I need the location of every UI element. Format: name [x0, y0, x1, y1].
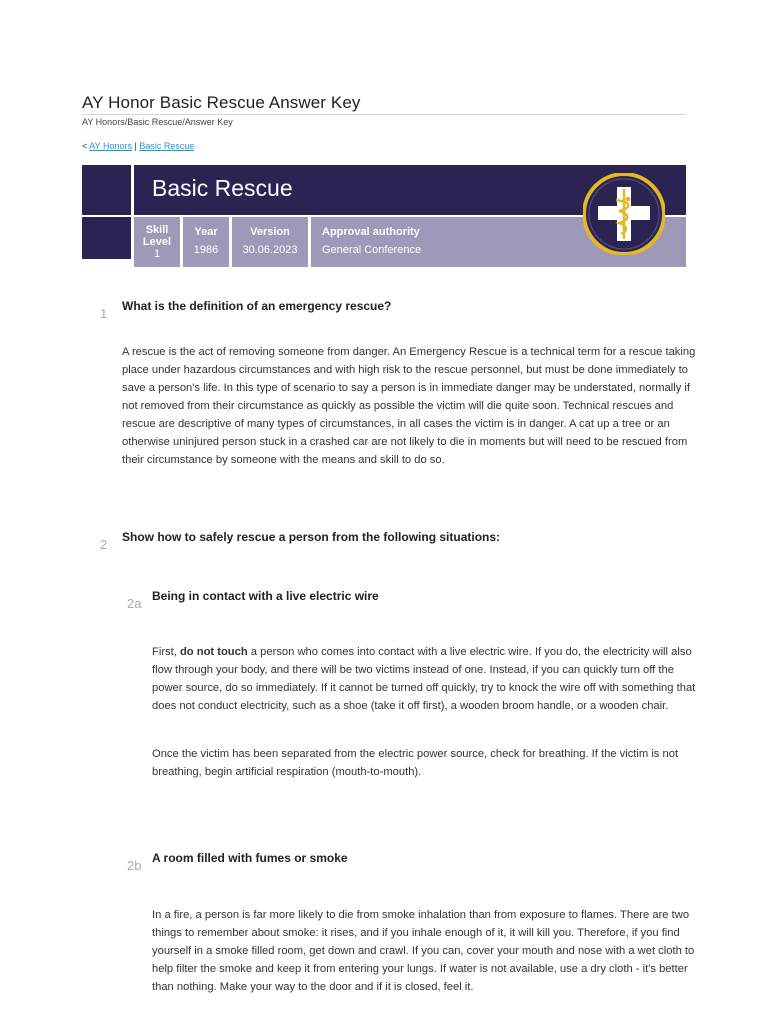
page-path: AY Honors/Basic Rescue/Answer Key [82, 117, 233, 127]
question-heading: Show how to safely rescue a person from the following situations: [122, 530, 501, 544]
breadcrumb [82, 141, 194, 151]
subquestion-number: 2b [127, 858, 142, 873]
subquestion-number: 2a [127, 596, 142, 611]
version-cell [232, 217, 308, 267]
approval-authority-value: General Conference [322, 244, 422, 256]
answer-paragraph [152, 643, 698, 715]
subquestion-heading: A room filled with fumes or smoke [152, 851, 348, 865]
question-number: 2 [100, 537, 108, 552]
approval-authority-label: Approval authority [322, 226, 420, 238]
year-cell [183, 217, 229, 267]
honor-title: Basic Rescue [152, 175, 293, 201]
answer-emphasis: do not touch [179, 646, 248, 658]
answer-text: a person who comes into contact with a live electric wire. If you do, the electricity will also flow through your body, and there will be two victims instead of one. Instead, if you can quickly turn off the power source, do so immediately. If it cannot be turned off quickly, try to knock the wire off with something that does not conduct electricity, such as a shoe (take it off first), a wooden broom handle, or a wooden chair. [152, 646, 696, 712]
version-label: Version [250, 226, 290, 238]
basic-rescue-patch-icon [583, 173, 665, 255]
subquestion-heading: Being in contact with a live electric wire [152, 589, 379, 603]
page-title: AY Honor Basic Rescue Answer Key [82, 93, 361, 112]
breadcrumb-prefix: < [82, 141, 90, 151]
question-heading: What is the definition of an emergency rescue? [122, 299, 392, 313]
answer-text: First, [152, 646, 180, 658]
breadcrumb-link-basic-rescue[interactable]: Basic Rescue [139, 141, 195, 151]
breadcrumb-link-ay-honors[interactable]: AY Honors [89, 141, 132, 151]
banner-left-block-top [82, 165, 131, 215]
question-number: 1 [100, 306, 108, 321]
banner-left-block-bottom [82, 217, 131, 259]
answer-paragraph: A rescue is the act of removing someone from danger. An Emergency Rescue is a technical term for a rescue taking place under hazardous circumstances and with high risk to the rescue personnel, but must be done immediately to save a person's life. In this type of scenario to say a person is in immediate danger may be understated, normally if not removed from their circumstance as quickly as possible the victim will die quite soon. Technical rescues and rescue are descriptive of many types of circumstances, in all cases the victim is in danger. A cat up a tree or an otherwise uninjured person stuck in a crashed car are not likely to die in moments but will need to be rescued from their circumstance by someone with the means and skill to do so. [122, 346, 696, 466]
breadcrumb-separator: | [131, 141, 140, 151]
version-value: 30.06.2023 [242, 244, 298, 256]
year-label: Year [194, 226, 218, 238]
year-value: 1986 [193, 244, 219, 256]
answer-paragraph: In a fire, a person is far more likely to die from smoke inhalation than from exposure to flames. There are two things to remember about smoke: it rises, and if you inhale enough of it, it will kill you. Therefore, if you find yourself in a smoke filled room, get down and crawl. If you can, cover your mouth and nose with a wet cloth to help filter the smoke and keep it from entering your lungs. If water is not available, use a dry cloth - it's better than nothing. Make your way to the door and if it is closed, feel it. [152, 909, 695, 993]
skill-level-value: 1 [153, 248, 161, 260]
skill-level-label: Skill Level [142, 224, 172, 248]
answer-paragraph: Once the victim has been separated from the electric power source, check for breathing. If the victim is not breathing, begin artificial respiration (mouth-to-mouth). [152, 748, 679, 778]
skill-level-cell [134, 217, 180, 267]
title-divider [82, 114, 686, 115]
